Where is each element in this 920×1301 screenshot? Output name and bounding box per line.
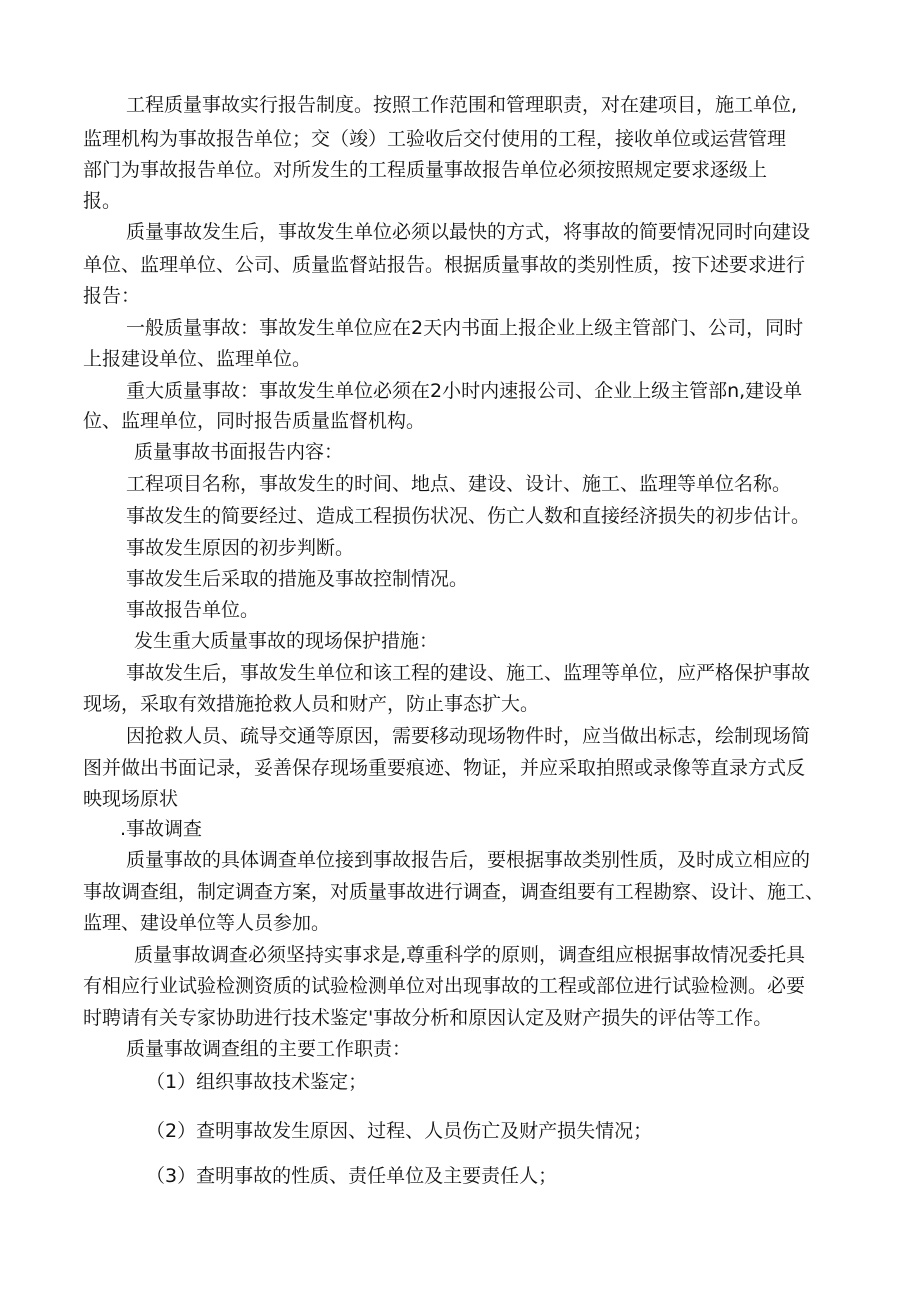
text-line: 质量事故的具体调查单位接到事故报告后，要根据事故类别性质，及时成立相应的 (126, 849, 811, 871)
text-line: 单位、监理单位、公司、质量监督站报告。根据质量事故的类别性质，按下述要求进行 (83, 254, 806, 276)
text-line: （1）组织事故技术鉴定； (146, 1071, 368, 1093)
text-line: 监理、建设单位等人员参加。 (83, 912, 331, 934)
text-line: 事故发生原因的初步判断。 (126, 537, 355, 559)
text-line: 有相应行业试验检测资质的试验检测单位对出现事故的工程或部位进行试验检测。必要 (83, 975, 806, 997)
text-line: 重大质量事故：事故发生单位必须在2小时内速报公司、企业上级主管部n,建设单 (126, 380, 803, 402)
text-line: （3）查明事故的性质、责任单位及主要责任人； (146, 1165, 558, 1187)
text-line: 事故调查组，制定调查方案，对质量事故进行调查，调查组要有工程勘察、设计、施工、 (83, 881, 825, 903)
text-line: 事故报告单位。 (126, 599, 260, 621)
text-line: （2）查明事故发生原因、过程、人员伤亡及财产损失情况； (146, 1120, 653, 1142)
text-line: 位、监理单位，同时报告质量监督机构。 (83, 410, 426, 432)
text-line: 发生重大质量事故的现场保护措施： (134, 630, 439, 652)
text-line: 部门为事故报告单位。对所发生的工程质量事故报告单位必须按照规定要求逐级上 (83, 159, 768, 181)
text-line: 工程项目名称，事故发生的时间、地点、建设、设计、施工、监理等单位名称。 (126, 473, 792, 495)
text-line: 事故发生的简要经过、造成工程损伤状况、伤亡人数和直接经济损失的初步估计。 (126, 505, 811, 527)
text-line: 报告： (83, 285, 141, 307)
text-line: 现场，采取有效措施抢救人员和财产，防止事态扩大。 (83, 693, 540, 715)
text-line: .事故调查 (120, 818, 203, 840)
text-line: 事故发生后，事故发生单位和该工程的建设、施工、监理等单位，应严格保护事故 (126, 662, 811, 684)
text-line: 质量事故调查必须坚持实事求是,尊重科学的原则，调查组应根据事故情况委托具 (134, 944, 806, 966)
text-line: 时聘请有关专家协助进行技术鉴定'事故分析和原因认定及财产损失的评估等工作。 (83, 1007, 773, 1029)
text-line: 映现场原状 (83, 788, 179, 810)
text-line: 工程质量事故实行报告制度。按照工作范围和管理职责，对在建项目，施工单位, (126, 94, 798, 116)
text-line: 事故发生后采取的措施及事故控制情况。 (126, 568, 469, 590)
text-line: 一般质量事故：事故发生单位应在2天内书面上报企业上级主管部门、公司，同时 (126, 317, 804, 339)
text-line: 质量事故调查组的主要工作职责： (126, 1038, 412, 1060)
text-line: 上报建设单位、监理单位。 (83, 348, 312, 370)
text-line: 因抢救人员、疏导交通等原因，需要移动现场物件时，应当做出标志，绘制现场简 (126, 725, 811, 747)
text-line: 质量事故发生后，事故发生单位必须以最快的方式，将事故的简要情况同时向建设 (126, 221, 811, 243)
text-line: 监理机构为事故报告单位；交（竣）工验收后交付使用的工程，接收单位或运营管理 (83, 128, 787, 150)
text-line: 图并做出书面记录，妥善保存现场重要痕迹、物证，并应采取拍照或录像等直录方式反 (83, 757, 806, 779)
text-line: 质量事故书面报告内容： (134, 441, 344, 463)
text-line: 报。 (83, 190, 122, 212)
